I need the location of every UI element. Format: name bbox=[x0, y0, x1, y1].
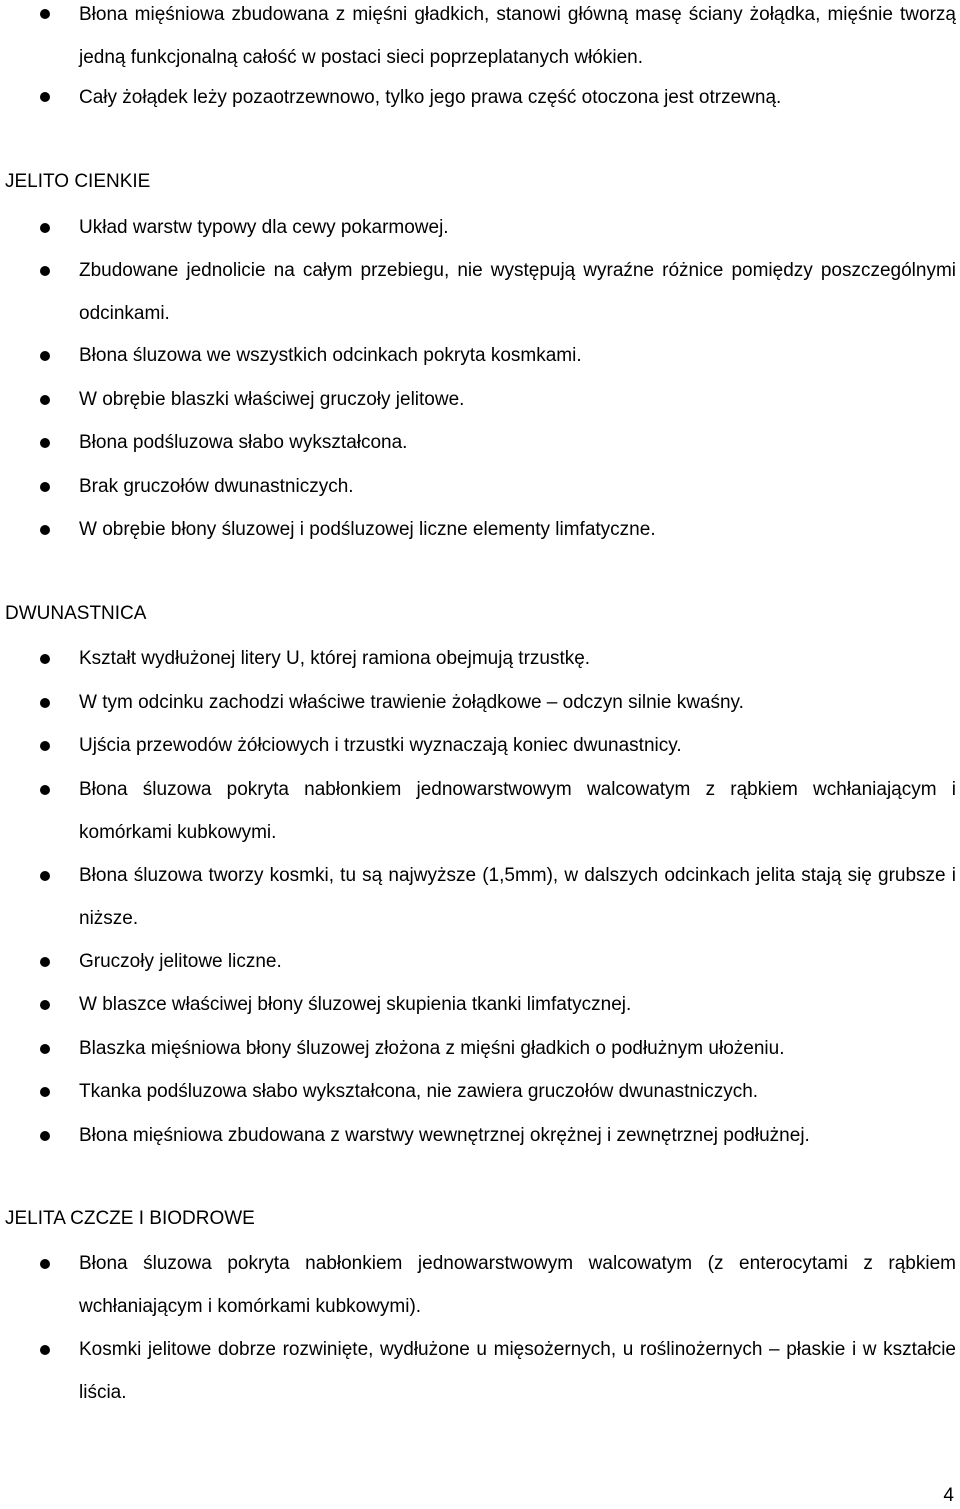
list-item-text: Cały żołądek leży pozaotrzewnowo, tylko jego prawa część otoczona jest otrzewną. bbox=[79, 87, 782, 108]
bullet-icon bbox=[40, 395, 50, 405]
list-item-text: Błona śluzowa pokryta nabłonkiem jednowarstwowym walcowatym (z enterocytami z rąbkiem wchłaniającym i komórkami kubkowymi). bbox=[79, 1253, 956, 1317]
list-item-text: Tkanka podśluzowa słabo wykształcona, nie zawiera gruczołów dwunastniczych. bbox=[79, 1081, 759, 1102]
bullet-icon bbox=[40, 351, 50, 361]
list-item-text: W obrębie błony śluzowej i podśluzowej liczne elementy limfatyczne. bbox=[79, 519, 656, 540]
list-item-text: Kształt wydłużonej litery U, której ramiona obejmują trzustkę. bbox=[79, 648, 591, 669]
bullet-icon bbox=[40, 1087, 50, 1097]
list-item-text: W tym odcinku zachodzi właściwe trawienie żołądkowe – odczyn silnie kwaśny. bbox=[79, 692, 744, 713]
list-item-text: Błona śluzowa tworzy kosmki, tu są najwyższe (1,5mm), w dalszych odcinkach jelita stają się grubsze i niższe. bbox=[79, 865, 956, 929]
bullet-icon bbox=[40, 1000, 50, 1010]
list-item-text: Brak gruczołów dwunastniczych. bbox=[79, 476, 354, 497]
bullet-icon bbox=[40, 1345, 50, 1355]
list-item-text: Błona mięśniowa zbudowana z warstwy wewnętrznej okrężnej i zewnętrznej podłużnej. bbox=[79, 1125, 810, 1146]
bullet-icon bbox=[40, 482, 50, 492]
list-item-text: Błona śluzowa we wszystkich odcinkach pokryta kosmkami. bbox=[79, 345, 582, 366]
list-item-text: Blaszka mięśniowa błony śluzowej złożona z mięśni gładkich o podłużnym ułożeniu. bbox=[79, 1038, 785, 1059]
bullet-icon bbox=[40, 438, 50, 448]
bullet-icon bbox=[40, 785, 50, 795]
page-number: 4 bbox=[943, 1485, 954, 1506]
bullet-icon bbox=[40, 957, 50, 967]
section-heading: DWUNASTNICA bbox=[5, 603, 147, 624]
list-item-text: W obrębie blaszki właściwej gruczoły jelitowe. bbox=[79, 389, 465, 410]
bullet-icon bbox=[40, 654, 50, 664]
list-item-text: Błona mięśniowa zbudowana z mięśni gładkich, stanowi główną masę ściany żołądka, mięśnie tworzą jedną funkcjonalną całość w postaci sieci poprzeplatanych włókien. bbox=[79, 4, 956, 68]
list-item-text: Błona podśluzowa słabo wykształcona. bbox=[79, 432, 408, 453]
section-heading: JELITO CIENKIE bbox=[5, 171, 151, 192]
bullet-icon bbox=[40, 9, 50, 19]
list-item-text: Układ warstw typowy dla cewy pokarmowej. bbox=[79, 217, 449, 238]
list-item-text: Kosmki jelitowe dobrze rozwinięte, wydłużone u mięsożernych, u roślinożernych – płaskie i w kształcie liścia. bbox=[79, 1339, 956, 1403]
bullet-icon bbox=[40, 266, 50, 276]
bullet-icon bbox=[40, 871, 50, 881]
bullet-icon bbox=[40, 92, 50, 102]
bullet-icon bbox=[40, 1259, 50, 1269]
bullet-icon bbox=[40, 1131, 50, 1141]
bullet-icon bbox=[40, 223, 50, 233]
list-item-text: Ujścia przewodów żółciowych i trzustki wyznaczają koniec dwunastnicy. bbox=[79, 735, 682, 756]
section-heading: JELITA CZCZE I BIODROWE bbox=[5, 1208, 255, 1229]
bullet-icon bbox=[40, 525, 50, 535]
list-item-text: Zbudowane jednolicie na całym przebiegu, nie występują wyraźne różnice pomiędzy poszczególnymi odcinkami. bbox=[79, 260, 956, 324]
list-item-text: W blaszce właściwej błony śluzowej skupienia tkanki limfatycznej. bbox=[79, 994, 632, 1015]
list-item-text: Błona śluzowa pokryta nabłonkiem jednowarstwowym walcowatym z rąbkiem wchłaniającym i komórkami kubkowymi. bbox=[79, 779, 956, 843]
list-item-text: Gruczoły jelitowe liczne. bbox=[79, 951, 282, 972]
bullet-icon bbox=[40, 698, 50, 708]
bullet-icon bbox=[40, 1044, 50, 1054]
bullet-icon bbox=[40, 741, 50, 751]
